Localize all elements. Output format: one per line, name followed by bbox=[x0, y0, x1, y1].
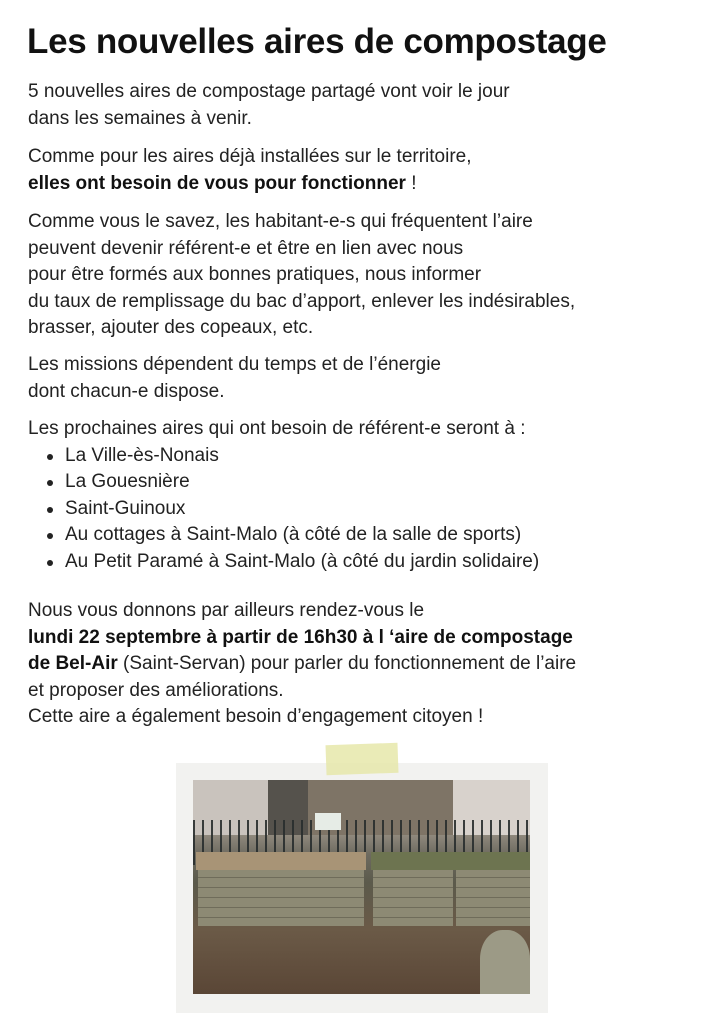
referent-paragraph bbox=[28, 209, 575, 342]
locations-section bbox=[28, 416, 539, 575]
text-line: Comme vous le savez, les habitant-e-s qui fréquentent l’aire bbox=[28, 211, 533, 232]
rock bbox=[480, 930, 530, 994]
intro-paragraph bbox=[28, 79, 510, 132]
list-item: Saint-Guinoux bbox=[28, 496, 539, 523]
text-line: brasser, ajouter des copeaux, etc. bbox=[28, 317, 314, 338]
compost-bin bbox=[198, 858, 284, 926]
tape-decoration bbox=[325, 743, 398, 775]
text: (Saint-Servan) pour parler du fonctionnement de l’aire bbox=[117, 653, 577, 674]
meeting-paragraph bbox=[28, 598, 576, 731]
list-item: La Ville-ès-Nonais bbox=[28, 443, 539, 470]
text-line: 5 nouvelles aires de compostage partagé vont voir le jour bbox=[28, 81, 510, 102]
bold-text: elles ont besoin de vous pour fonctionner bbox=[28, 172, 406, 194]
text-line: Cette aire a également besoin d’engagement citoyen ! bbox=[28, 706, 484, 727]
text-line: Les prochaines aires qui ont besoin de référent-e seront à : bbox=[28, 418, 526, 439]
text-line: et proposer des améliorations. bbox=[28, 679, 284, 701]
text-line bbox=[28, 651, 576, 678]
missions-paragraph bbox=[28, 352, 441, 405]
text-line: Nous vous donnons par ailleurs rendez-vous le bbox=[28, 600, 425, 621]
text-line: dont chacun-e dispose. bbox=[28, 380, 225, 402]
need-paragraph bbox=[28, 144, 472, 197]
locations-list bbox=[28, 443, 539, 576]
text-line bbox=[28, 625, 576, 652]
list-item: Au cottages à Saint-Malo (à côté de la salle de sports) bbox=[28, 522, 539, 549]
list-item: Au Petit Paramé à Saint-Malo (à côté du jardin solidaire) bbox=[28, 549, 539, 576]
bold-text: lundi 22 septembre à partir de 16h30 à l ‘aire de compostage bbox=[28, 626, 573, 648]
bold-text: de Bel-Air bbox=[28, 653, 118, 674]
page-title: Les nouvelles aires de compostage bbox=[27, 22, 607, 61]
compost-bin bbox=[456, 858, 530, 926]
text-line: Comme pour les aires déjà installées sur le territoire, bbox=[28, 146, 472, 167]
text-line: peuvent devenir référent-e et être en lien avec nous bbox=[28, 237, 464, 259]
text-line: dans les semaines à venir. bbox=[28, 107, 252, 129]
text-line: du taux de remplissage du bac d’apport, enlever les indésirables, bbox=[28, 290, 576, 312]
text-line: pour être formés aux bonnes pratiques, nous informer bbox=[28, 264, 482, 285]
compost-area-photo bbox=[193, 780, 530, 994]
compost-bin bbox=[284, 858, 364, 926]
text-line: Les missions dépendent du temps et de l’énergie bbox=[28, 354, 441, 375]
list-item: La Gouesnière bbox=[28, 469, 539, 496]
text-line bbox=[28, 171, 472, 198]
text: ! bbox=[405, 172, 417, 194]
sign bbox=[315, 813, 341, 830]
compost-bin bbox=[373, 858, 453, 926]
